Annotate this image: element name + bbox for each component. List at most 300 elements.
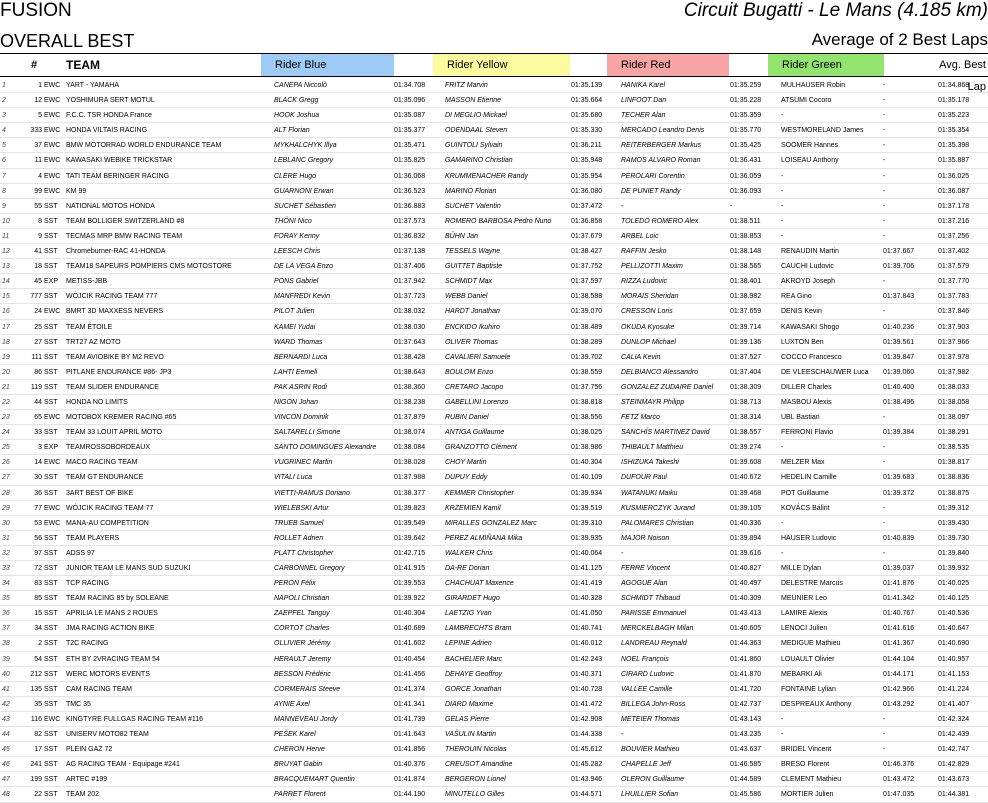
rider-blue-time: 01:38.377 (394, 489, 426, 497)
table-row (0, 561, 988, 576)
rider-green-time: - (883, 142, 886, 150)
rider-blue-name: WIELEBSKI Artur (274, 504, 329, 512)
position: 17 (2, 323, 10, 331)
avg-best-lap: 01:40.536 (938, 610, 970, 618)
position: 30 (2, 519, 10, 527)
rider-red-time: 01:41.720 (730, 685, 762, 693)
avg-best-lap: 01:37.579 (938, 263, 970, 271)
race-number: 22 (34, 791, 42, 799)
rider-yellow-name: KRZEMIEN Kamil (445, 504, 501, 512)
rider-blue-name: BRUYAT Gabin (274, 761, 323, 769)
class: SST (44, 429, 58, 437)
rider-blue-name: VUGRINEC Martin (274, 459, 333, 467)
rider-red-time: 01:40.336 (730, 519, 762, 527)
avg-best-lap: 01:37.982 (938, 368, 970, 376)
avg-best-lap: 01:37.402 (938, 248, 970, 256)
table-row (0, 123, 988, 138)
class: EWC (44, 715, 61, 723)
rider-yellow-name: KEMMER Christopher (445, 489, 514, 497)
rider-green-name: LAMIRE Alexis (781, 610, 828, 618)
table-row (0, 320, 988, 335)
rider-red-time: 01:35.359 (730, 112, 762, 120)
rider-yellow-time: 01:36.211 (571, 142, 602, 150)
rider-yellow-time: 01:38.559 (571, 368, 603, 376)
class: SST (44, 383, 58, 391)
team-name: WÓJCIK RACING TEAM 77 (66, 504, 154, 512)
rider-yellow-time: 01:37.756 (571, 383, 603, 391)
rider-blue-name: HERAULT Jeremy (274, 655, 332, 663)
rider-yellow-time: 01:44.571 (571, 791, 603, 799)
position: 14 (2, 278, 10, 286)
avg-best-lap: 01:38.097 (938, 414, 970, 422)
rider-green-time: - (883, 157, 886, 165)
avg-best-lap: 01:37.783 (938, 293, 970, 301)
rider-yellow-time: 01:40.012 (571, 640, 603, 648)
col-rider-blue: Rider Blue (261, 54, 394, 76)
avg-best-lap: 01:37.903 (938, 323, 970, 331)
rider-green-time: 01:39.561 (883, 338, 915, 346)
rider-green-name: MILLE Dylan (781, 565, 822, 572)
race-number: 14 (34, 459, 42, 467)
rider-yellow-time: 01:40.728 (571, 685, 603, 693)
rider-red-name: BILLEGA John-Ross (621, 700, 686, 708)
rider-red-name: GONZALEZ ZUDAIRE Daniel (621, 383, 714, 391)
rider-green-time: - (883, 731, 886, 739)
rider-blue-name: LEESCH Chris (274, 248, 321, 256)
team-name: HONDA NO LIMITS (66, 398, 128, 406)
rider-yellow-time: 01:38.489 (571, 323, 603, 331)
avg-best-lap: 01:40.690 (938, 640, 970, 648)
rider-blue-name: CANEPA Niccolò (274, 82, 327, 89)
rider-green-time: - (883, 444, 886, 452)
rider-yellow-name: GAMARINO Christian (445, 157, 513, 165)
rider-yellow-name: GIRARDET Hugo (445, 595, 500, 603)
rider-blue-name: HOOK Joshua (274, 112, 320, 120)
rider-yellow-time: 01:43.946 (571, 776, 603, 784)
col-rider-yellow: Rider Yellow (433, 54, 570, 76)
rider-green-time: - (883, 187, 886, 195)
rider-green-name: - (781, 112, 784, 120)
report-title: OVERALL BEST (0, 31, 135, 51)
position: 42 (2, 700, 10, 708)
table-row (0, 365, 988, 380)
rider-green-name: DE VLEESCHAUWER Luca (781, 368, 869, 376)
avg-best-lap: 01:35.887 (938, 157, 970, 165)
rider-green-time: 01:38.496 (883, 398, 915, 406)
table-row (0, 410, 988, 425)
team-name: UNISERV MOTO82 TEAM (66, 731, 149, 739)
position: 46 (2, 761, 10, 769)
rider-blue-name: GUARNONI Erwan (274, 187, 334, 195)
team-name: F.C.C. TSR HONDA France (66, 112, 152, 120)
rider-red-time: 01:43.413 (730, 610, 762, 618)
rider-red-time: 01:39.136 (730, 338, 762, 346)
rider-blue-time: 01:38.428 (394, 353, 426, 361)
rider-blue-name: BESSON Frédéric (274, 670, 331, 678)
team-name: TEAM18 SAPEURS POMPIERS CMS MOTOSTORE (66, 263, 232, 271)
rider-yellow-time: 01:41.050 (571, 610, 603, 618)
rider-yellow-name: MINUTELLO Gilles (445, 791, 505, 799)
rider-green-name: HEDELIN Camille (781, 474, 837, 482)
race-number: 85 (34, 595, 42, 603)
avg-best-lap: 01:42.747 (938, 746, 970, 754)
rider-blue-time: 01:37.942 (394, 278, 426, 286)
team-name: TMC 35 (66, 700, 91, 708)
rider-green-name: MELZER Max (781, 459, 825, 467)
rider-red-name: SANCHÍS MARTINEZ David (621, 429, 710, 437)
rider-green-name: LOUAULT Olivier (781, 655, 835, 663)
race-number: 5 (38, 112, 42, 120)
rider-yellow-name: WEBB Daniel (445, 293, 488, 301)
rider-green-time: 01:37.667 (883, 248, 915, 256)
rider-red-name: MERCKELBAGH Milan (621, 625, 694, 633)
table-row (0, 138, 988, 153)
rider-red-name: AGOGUE Alan (621, 580, 668, 588)
position: 23 (2, 414, 10, 422)
class: EWC (44, 519, 61, 527)
rider-green-name: MULHAUSER Robin (781, 82, 846, 89)
table-row (0, 455, 988, 470)
rider-red-time: 01:39.616 (730, 549, 762, 557)
team-name: MOTOBOX KREMER RACING #65 (66, 414, 177, 422)
rider-blue-time: 01:35.087 (394, 112, 426, 120)
table-row (0, 289, 988, 304)
avg-best-lap: 01:44.381 (938, 791, 970, 799)
avg-best-lap: 01:41.224 (938, 685, 970, 693)
col-avg-best-lap: Avg. Best Lap (939, 59, 986, 93)
race-number: 97 (34, 549, 42, 557)
rider-yellow-name: MASSON Etienne (445, 97, 502, 105)
rider-red-name: STEINMAYR Philipp (621, 398, 685, 406)
rider-red-name: LHUILLIER Sofian (621, 791, 679, 799)
rider-yellow-name: ENCKIDO Ikuhiro (445, 323, 500, 331)
rider-green-name: LOISEAU Anthony (781, 157, 839, 165)
rider-green-time: - (883, 414, 886, 422)
table-row (0, 274, 988, 289)
rider-blue-name: PARRET Florent (274, 791, 326, 799)
table-row (0, 304, 988, 319)
rider-red-time: 01:35.259 (730, 82, 762, 89)
rider-green-name: BRIDEL Vincent (781, 746, 832, 754)
table-row (0, 78, 988, 93)
rider-green-name: FONTAINE Lylian (781, 685, 836, 693)
table-row (0, 199, 988, 214)
avg-best-lap: 01:41.153 (938, 670, 970, 678)
position: 11 (2, 232, 10, 240)
position: 20 (2, 368, 10, 376)
race-number: 35 (34, 700, 42, 708)
class: SST (44, 776, 58, 784)
rider-yellow-time: 01:40.304 (571, 459, 603, 467)
position: 29 (2, 504, 10, 512)
rider-green-time: 01:39.037 (883, 565, 915, 572)
rider-green-time: - (883, 504, 886, 512)
position: 38 (2, 640, 10, 648)
class: EWC (44, 97, 61, 105)
rider-yellow-time: 01:41.472 (571, 700, 603, 708)
rider-red-time: 01:35.425 (730, 142, 762, 150)
rider-blue-time: 01:40.376 (394, 761, 426, 769)
table-row (0, 380, 988, 395)
class: EWC (44, 459, 61, 467)
position: 6 (2, 157, 6, 165)
rider-red-name: LANDREAU Reynald (621, 640, 687, 648)
avg-best-lap: 01:42.439 (938, 731, 970, 739)
class: SST (44, 640, 58, 648)
rider-blue-time: 01:35.825 (394, 157, 426, 165)
rider-red-name: TECHER Alan (621, 112, 666, 120)
rider-blue-time: 01:41.739 (394, 715, 426, 723)
rider-red-time: 01:42.737 (730, 700, 762, 708)
team-name: AG RACING TEAM - Equipage #241 (66, 761, 180, 769)
position: 19 (2, 353, 10, 361)
rider-red-time: 01:36.093 (730, 187, 762, 195)
rider-green-name: - (781, 444, 784, 452)
rider-green-time: - (883, 232, 886, 240)
position: 5 (2, 142, 6, 150)
race-number: 12 (34, 97, 42, 105)
table-row (0, 350, 988, 365)
rider-green-name: MASBOU Alexis (781, 398, 832, 406)
team-name: TEAM 33 LOUIT APRIL MOTO (66, 429, 162, 437)
rider-blue-name: PILOT Julien (274, 308, 315, 316)
rider-yellow-name: GABELLINI Lorenzo (445, 398, 509, 406)
rider-green-time: - (883, 127, 886, 135)
circuit-name: Circuit Bugatti - Le Mans (4.185 km) (683, 0, 988, 21)
position: 35 (2, 595, 10, 603)
class: EWC (44, 414, 61, 422)
race-number: 82 (34, 731, 42, 739)
position: 47 (2, 776, 10, 784)
rider-green-name: - (781, 217, 784, 225)
class: SST (44, 565, 58, 572)
rider-green-time: 01:39.683 (883, 474, 915, 482)
rider-red-time: 01:36.059 (730, 172, 762, 180)
rider-red-name: RAFFIN Jesko (621, 248, 667, 256)
rider-blue-time: 01:37.988 (394, 474, 426, 482)
rider-blue-time: 01:37.573 (394, 217, 426, 225)
rider-red-time: 01:40.309 (730, 595, 762, 603)
rider-green-name: MEDIGUE Mathieu (781, 640, 841, 648)
team-name: TEAM BOLLIGER SWITZERLAND #8 (66, 217, 185, 225)
table-row (0, 621, 988, 636)
rider-red-name: - (621, 731, 624, 739)
race-number: 199 (30, 776, 42, 784)
rider-yellow-time: 01:40.109 (571, 474, 603, 482)
table-row (0, 486, 988, 501)
rider-blue-time: 01:35.377 (394, 127, 426, 135)
table-row (0, 576, 988, 591)
avg-best-lap: 01:38.836 (938, 474, 970, 482)
team-name: Chromeburner-RAC 41-HONDA (66, 248, 166, 256)
rider-yellow-time: 01:40.328 (571, 595, 603, 603)
rider-green-time: 01:41.342 (883, 595, 915, 603)
position: 36 (2, 610, 10, 618)
position: 22 (2, 398, 10, 406)
rider-blue-name: WARD Thomas (274, 338, 323, 346)
class: SST (44, 474, 58, 482)
rider-red-time: 01:39.714 (730, 323, 762, 331)
position: 24 (2, 429, 10, 437)
rider-red-time: 01:40.827 (730, 565, 762, 572)
rider-green-time: 01:40.767 (883, 610, 915, 618)
table-row (0, 214, 988, 229)
rider-red-name: METEIER Thomas (621, 715, 680, 723)
rider-green-time: - (883, 278, 886, 286)
rider-green-time: 01:39.372 (883, 489, 915, 497)
rider-blue-time: 01:37.406 (394, 263, 426, 271)
rider-yellow-time: 01:39.070 (571, 308, 603, 316)
rider-yellow-time: 01:38.025 (571, 429, 603, 437)
table-row (0, 742, 988, 757)
rider-yellow-name: MARINO Florian (445, 187, 497, 195)
rider-green-time: 01:44.171 (883, 670, 915, 678)
rider-green-name: CAUCHI Ludovic (781, 263, 834, 271)
rider-blue-name: DE LA VEGA Enzo (274, 263, 334, 271)
rider-yellow-time: 01:37.597 (571, 278, 603, 286)
rider-blue-name: CHERON Herve (274, 746, 325, 754)
rider-green-name: REA Gino (781, 293, 812, 301)
rider-red-time: 01:40.672 (730, 474, 762, 482)
rider-yellow-name: KRUMMENACHER Randy (445, 172, 528, 180)
rider-green-name: - (781, 731, 784, 739)
team-name: KM 99 (66, 187, 87, 195)
rider-green-name: SOOMER Hannes (781, 142, 839, 150)
avg-best-lap: 01:39.312 (938, 504, 970, 512)
team-name: APRILIA LE MANS 2 ROUES (66, 610, 158, 618)
rider-blue-name: MANFREDI Kevin (274, 293, 331, 301)
race-number: 86 (34, 368, 42, 376)
rider-red-name: - (621, 549, 624, 557)
rider-yellow-name: VAŠULIN Martin (445, 731, 496, 739)
avg-best-lap: 01:42.324 (938, 715, 970, 723)
race-number: 241 (30, 761, 42, 769)
rider-blue-time: 01:39.922 (394, 595, 426, 603)
results-table (0, 78, 988, 803)
race-number: 119 (30, 383, 42, 391)
rider-blue-time: 01:37.138 (394, 248, 426, 256)
rider-green-name: AKROYD Joseph (781, 278, 836, 286)
ranking-note: Average of 2 Best Laps (811, 30, 988, 49)
table-row (0, 516, 988, 531)
team-name: ADSS 97 (66, 549, 95, 557)
race-number: 111 (31, 353, 42, 361)
rider-green-name: MEUNIER Leo (781, 595, 827, 603)
rider-blue-name: KAMEI Yudai (274, 323, 316, 331)
rider-blue-name: VITALI Luca (274, 474, 313, 482)
rider-green-name: UBL Bastian (781, 414, 820, 422)
rider-green-name: DILLER Charles (781, 383, 832, 391)
rider-yellow-time: 01:35.680 (571, 112, 603, 120)
race-number: 83 (34, 580, 42, 588)
avg-best-lap: 01:36.025 (938, 172, 970, 180)
position: 39 (2, 655, 10, 663)
rider-red-name: DELBIANCO Alessandro (621, 368, 699, 376)
rider-red-name: TOLEDO ROMERO Alex (621, 217, 699, 225)
rider-yellow-name: GUITTET Baptiste (445, 263, 503, 271)
table-row (0, 606, 988, 621)
rider-red-name: NOEL François (621, 655, 669, 663)
position: 41 (2, 685, 10, 693)
rider-red-time: 01:43.637 (730, 746, 762, 754)
rider-green-name: - (781, 715, 784, 723)
position: 27 (2, 474, 10, 482)
table-row (0, 335, 988, 350)
rider-blue-time: 01:36.523 (394, 187, 426, 195)
rider-green-time: 01:46.376 (883, 761, 915, 769)
table-row (0, 667, 988, 682)
team-name: TEAM RACING 85 by SOLEANE (66, 595, 169, 603)
class: SST (44, 368, 58, 376)
rider-blue-time: 01:37.643 (394, 338, 426, 346)
team-name: TEAM 202 (66, 791, 100, 799)
rider-yellow-time: 01:37.679 (571, 232, 603, 240)
race-number: 56 (34, 534, 42, 542)
rider-yellow-name: GUINTOLI Sylvain (445, 142, 503, 150)
rider-red-name: HANIKA Karel (621, 82, 666, 89)
position: 1 (2, 82, 6, 89)
table-row (0, 652, 988, 667)
race-number: 17 (34, 746, 42, 754)
rider-green-name: - (781, 187, 784, 195)
rider-blue-name: TRUEB Samuel (274, 519, 324, 527)
rider-green-time: - (883, 97, 886, 105)
class: SST (44, 534, 58, 542)
avg-best-lap: 01:39.730 (938, 534, 970, 542)
rider-blue-name: SUCHET Sébastien (274, 202, 336, 210)
rider-yellow-name: GORCE Jonathan (445, 685, 502, 693)
rider-green-name: LENOCI Julien (781, 625, 828, 633)
rider-red-name: LINFOOT Dan (621, 97, 667, 105)
rider-yellow-name: GRANZOTTO Clément (445, 444, 517, 452)
rider-blue-name: PLATT Christopher (274, 549, 334, 557)
rider-yellow-name: ROMERO BARBOSA Pedro Nuno (445, 217, 552, 225)
rider-yellow-name: LAETZIG Yvan (445, 610, 492, 618)
rider-yellow-time: 01:38.427 (571, 248, 603, 256)
position: 33 (2, 565, 10, 572)
class: SST (44, 248, 58, 256)
position: 10 (2, 217, 10, 225)
rider-blue-name: BRACQUEMART Quentin (274, 776, 355, 784)
rider-yellow-time: 01:39.935 (571, 534, 603, 542)
rider-blue-name: OLLIVIER Jérémy (274, 640, 331, 648)
rider-blue-name: VIETTI-RAMUS Doriano (274, 489, 350, 497)
position: 31 (2, 534, 10, 542)
avg-best-lap: 01:37.978 (938, 353, 970, 361)
rider-blue-time: 01:40.454 (394, 655, 426, 663)
class: SST (44, 263, 58, 271)
rider-red-name: PELLIZOTTI Maxim (621, 263, 683, 271)
class: SST (44, 700, 58, 708)
rider-red-time: 01:44.363 (730, 640, 762, 648)
rider-blue-name: VINCON Dominik (274, 414, 329, 422)
rider-blue-time: 01:41.856 (394, 746, 426, 754)
class: EWC (44, 82, 61, 89)
avg-best-lap: 01:38.033 (938, 383, 970, 391)
rider-red-time: 01:37.404 (730, 368, 762, 376)
table-row (0, 757, 988, 772)
table-row (0, 93, 988, 108)
rider-green-name: RENAUDIN Martin (781, 248, 839, 256)
rider-red-time: 01:38.314 (730, 414, 762, 422)
rider-blue-time: 01:41.602 (394, 640, 426, 648)
position: 37 (2, 625, 10, 633)
rider-blue-name: FORAY Kenny (274, 232, 320, 240)
table-row (0, 470, 988, 485)
class: SST (44, 655, 58, 663)
team-name: KINGTYRE FULLGAS RACING TEAM #116 (66, 715, 204, 723)
race-number: 3 (38, 444, 42, 452)
